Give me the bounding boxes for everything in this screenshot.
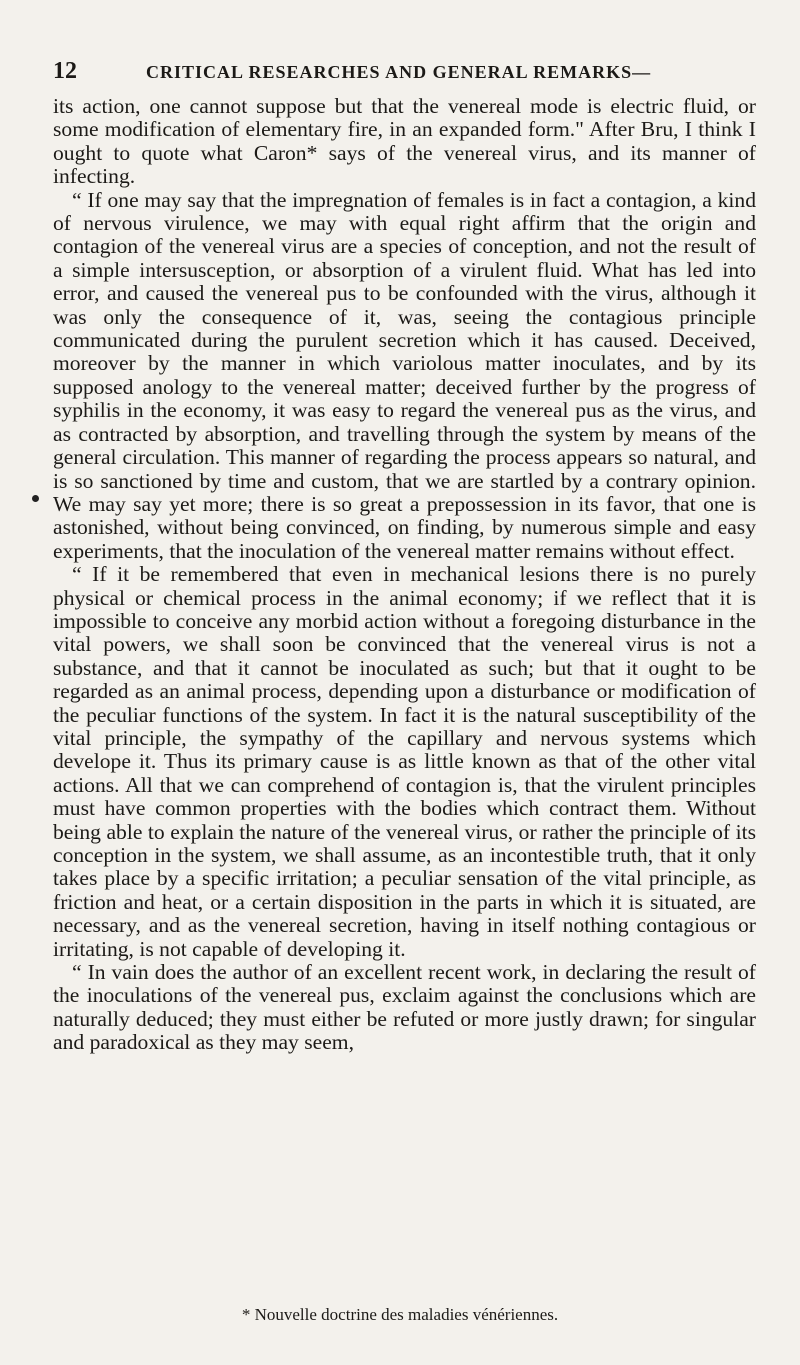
footnote: * Nouvelle doctrine des maladies vénériennes. xyxy=(241,1305,559,1324)
paragraph-3: “ If it be remembered that even in mechanical lesions there is no purely physical or chemical process in the animal economy; if we reflect that it is impossible to conceive any morbid action without a foregoing disturbance in the vital powers, we shall soon be convinced that the venereal virus is not a substance, and that it cannot be inoculated as such; but that it ought to be regarded as an animal process, depending upon a disturbance or modification of the peculiar functions of the system. In fact it is the natural susceptibility of the vital principle, the sympathy of the capillary and nervous systems which develope it. Thus its primary cause is as little known as that of the other vital actions. All that we can comprehend of contagion is, that the virulent principles must have common properties with the bodies which contract them. Without being able to explain the nature of the venereal virus, or rather the principle of its conception in the system, we shall assume, as an incontestible truth, that it only takes place by a specific irritation; a peculiar sensation of the vital principle, as friction and heat, or a certain disposition in the parts in which it is situated, are necessary, and as the venereal secretion, having in itself nothing contagious or irritating, is not capable of developing it. xyxy=(53,562,756,961)
page-number: 12 xyxy=(53,58,77,84)
page-header xyxy=(53,56,753,86)
margin-dot xyxy=(32,495,39,502)
paragraph-4: “ In vain does the author of an excellent recent work, in declaring the result of the inoculations of the venereal pus, exclaim against the conclusions which are naturally deduced; they must either be refuted or more justly drawn; for singular and paradoxical as they may seem, xyxy=(53,960,756,1055)
paragraph-1: its action, one cannot suppose but that the venereal mode is electric fluid, or some modification of elementary fire, in an expanded form." After Bru, I think I ought to quote what Caron* says of the venereal virus, and its manner of infecting. xyxy=(53,94,756,189)
body-text xyxy=(53,95,756,1055)
running-title: CRITICAL RESEARCHES AND GENERAL REMARKS— xyxy=(146,62,652,82)
paragraph-2: “ If one may say that the impregnation of females is in fact a contagion, a kind of nervous virulence, we may with equal right affirm that the origin and contagion of the venereal virus are a species of conception, and not the result of a simple intersusception, or absorption of a virulent fluid. What has led into error, and caused the venereal pus to be confounded with the virus, although it was only the consequence of it, was, seeing the contagious principle communicated during the purulent secretion which it has caused. Deceived, moreover by the manner in which variolous matter inoculates, and by its supposed anology to the venereal matter; deceived further by the progress of syphilis in the economy, it was easy to regard the venereal pus as the virus, and as contracted by absorption, and travelling through the system by means of the general circulation. This manner of regarding the process appears so natural, and is so sanctioned by time and custom, that we are startled by a contrary opinion. We may say yet more; there is so great a prepossession in its favor, that one is astonished, without being convinced, on finding, by numerous simple and easy experiments, that the inoculation of the venereal matter remains without effect. xyxy=(53,187,756,563)
